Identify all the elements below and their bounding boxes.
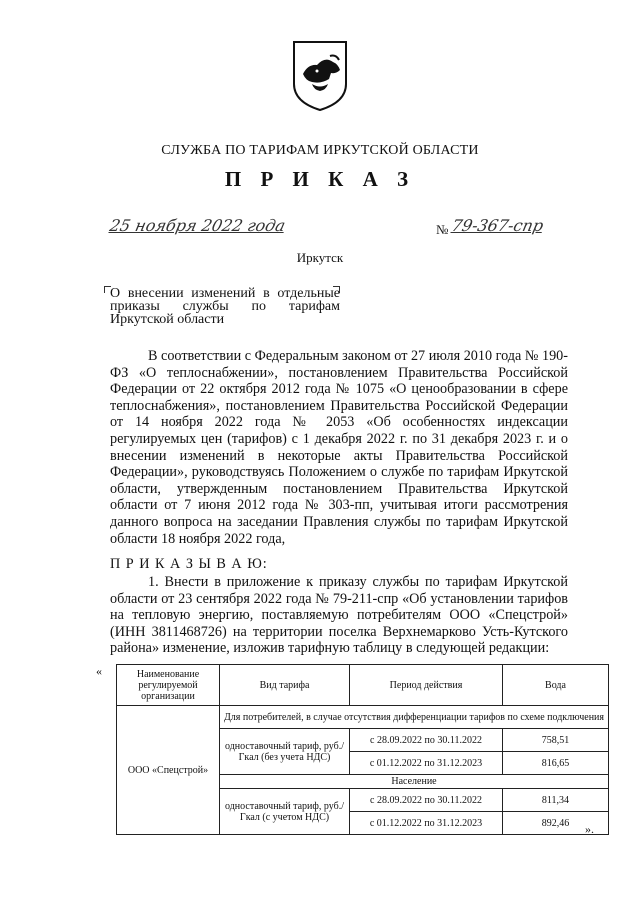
- period-cell: с 01.12.2022 по 31.12.2023: [350, 812, 503, 835]
- tariff-type-cell: одноставочный тариф, руб./Гкал (с учетом НДС): [220, 789, 350, 835]
- group-consumers-cell: Для потребителей, в случае отсутствия дифференциации тарифов по схеме подключения: [220, 706, 609, 729]
- order-subject: О внесении изменений в отдельные приказы службы по тарифам Иркутской области: [110, 286, 340, 327]
- table-row: [117, 706, 609, 729]
- value-cell: 816,65: [503, 752, 609, 775]
- group-population-cell: Население: [220, 775, 609, 789]
- period-cell: с 28.09.2022 по 30.11.2022: [350, 789, 503, 812]
- value-cell: 892,46: [503, 812, 609, 835]
- number-sign: №: [436, 222, 449, 237]
- header-organization: Наименование регулируемой организации: [117, 665, 220, 706]
- handwritten-order-number: 79-367-спр: [449, 216, 546, 235]
- agency-name: СЛУЖБА ПО ТАРИФАМ ИРКУТСКОЙ ОБЛАСТИ: [161, 143, 479, 158]
- tariff-type-cell: одноставочный тариф, руб./Гкал (без учета НДС): [220, 729, 350, 775]
- quote-close: ».: [585, 822, 594, 836]
- organization-cell: ООО «Спецстрой»: [117, 706, 220, 835]
- handwritten-date: 25 ноября 2022 года: [107, 216, 288, 235]
- order-directive: П Р И К А З Ы В А Ю:: [110, 556, 268, 572]
- header-period: Период действия: [350, 665, 503, 706]
- coat-of-arms-icon: [290, 40, 350, 112]
- tariff-table: [116, 664, 609, 835]
- quote-open: «: [96, 664, 102, 678]
- preamble-paragraph: В соответствии с Федеральным законом от 27 июля 2010 года № 190-ФЗ «О теплоснабжении», постановлением Правительства Российской Федерации от 22 октября 2012 года № 1075 «О ценообразовании в сфере теплоснабжения», постановлением Правительства Российской Федерации от 14 ноября 2022 года № 2053 «Об особенностях индексации регулируемых цен (тарифов) с 1 декабря 2022 г. по 31 декабря 2023 г. и о внесении изменений в некоторые акты Правительства Российской Федерации», руководствуясь Положением о службе по тарифам Иркутской области, утвержденным постановлением Правительства Иркутской области от 7 июня 2012 года № 303-пп, учитывая итоги рассмотрения данного вопроса на заседании Правления службы по тарифам Иркутской области 18 ноября 2022 года,: [110, 348, 568, 547]
- clause-1-paragraph: 1. Внести в приложение к приказу службы по тарифам Иркутской области от 23 сентября 2022 года № 79-211-спр «Об установлении тарифов на тепловую энергию, поставляемую потребителям ООО «Спецстрой» (ИНН 3811468726) на территории поселка Верхнемарково Усть-Кутского района» изменение, изложив тарифную таблицу в следующей редакции:: [110, 574, 568, 657]
- header-tariff-type: Вид тарифа: [220, 665, 350, 706]
- period-cell: с 01.12.2022 по 31.12.2023: [350, 752, 503, 775]
- value-cell: 811,34: [503, 789, 609, 812]
- table-header-row: [117, 665, 609, 706]
- period-cell: с 28.09.2022 по 30.11.2022: [350, 729, 503, 752]
- value-cell: 758,51: [503, 729, 609, 752]
- header-water: Вода: [503, 665, 609, 706]
- city-name: Иркутск: [296, 250, 344, 265]
- order-title: П Р И К А З: [224, 167, 416, 191]
